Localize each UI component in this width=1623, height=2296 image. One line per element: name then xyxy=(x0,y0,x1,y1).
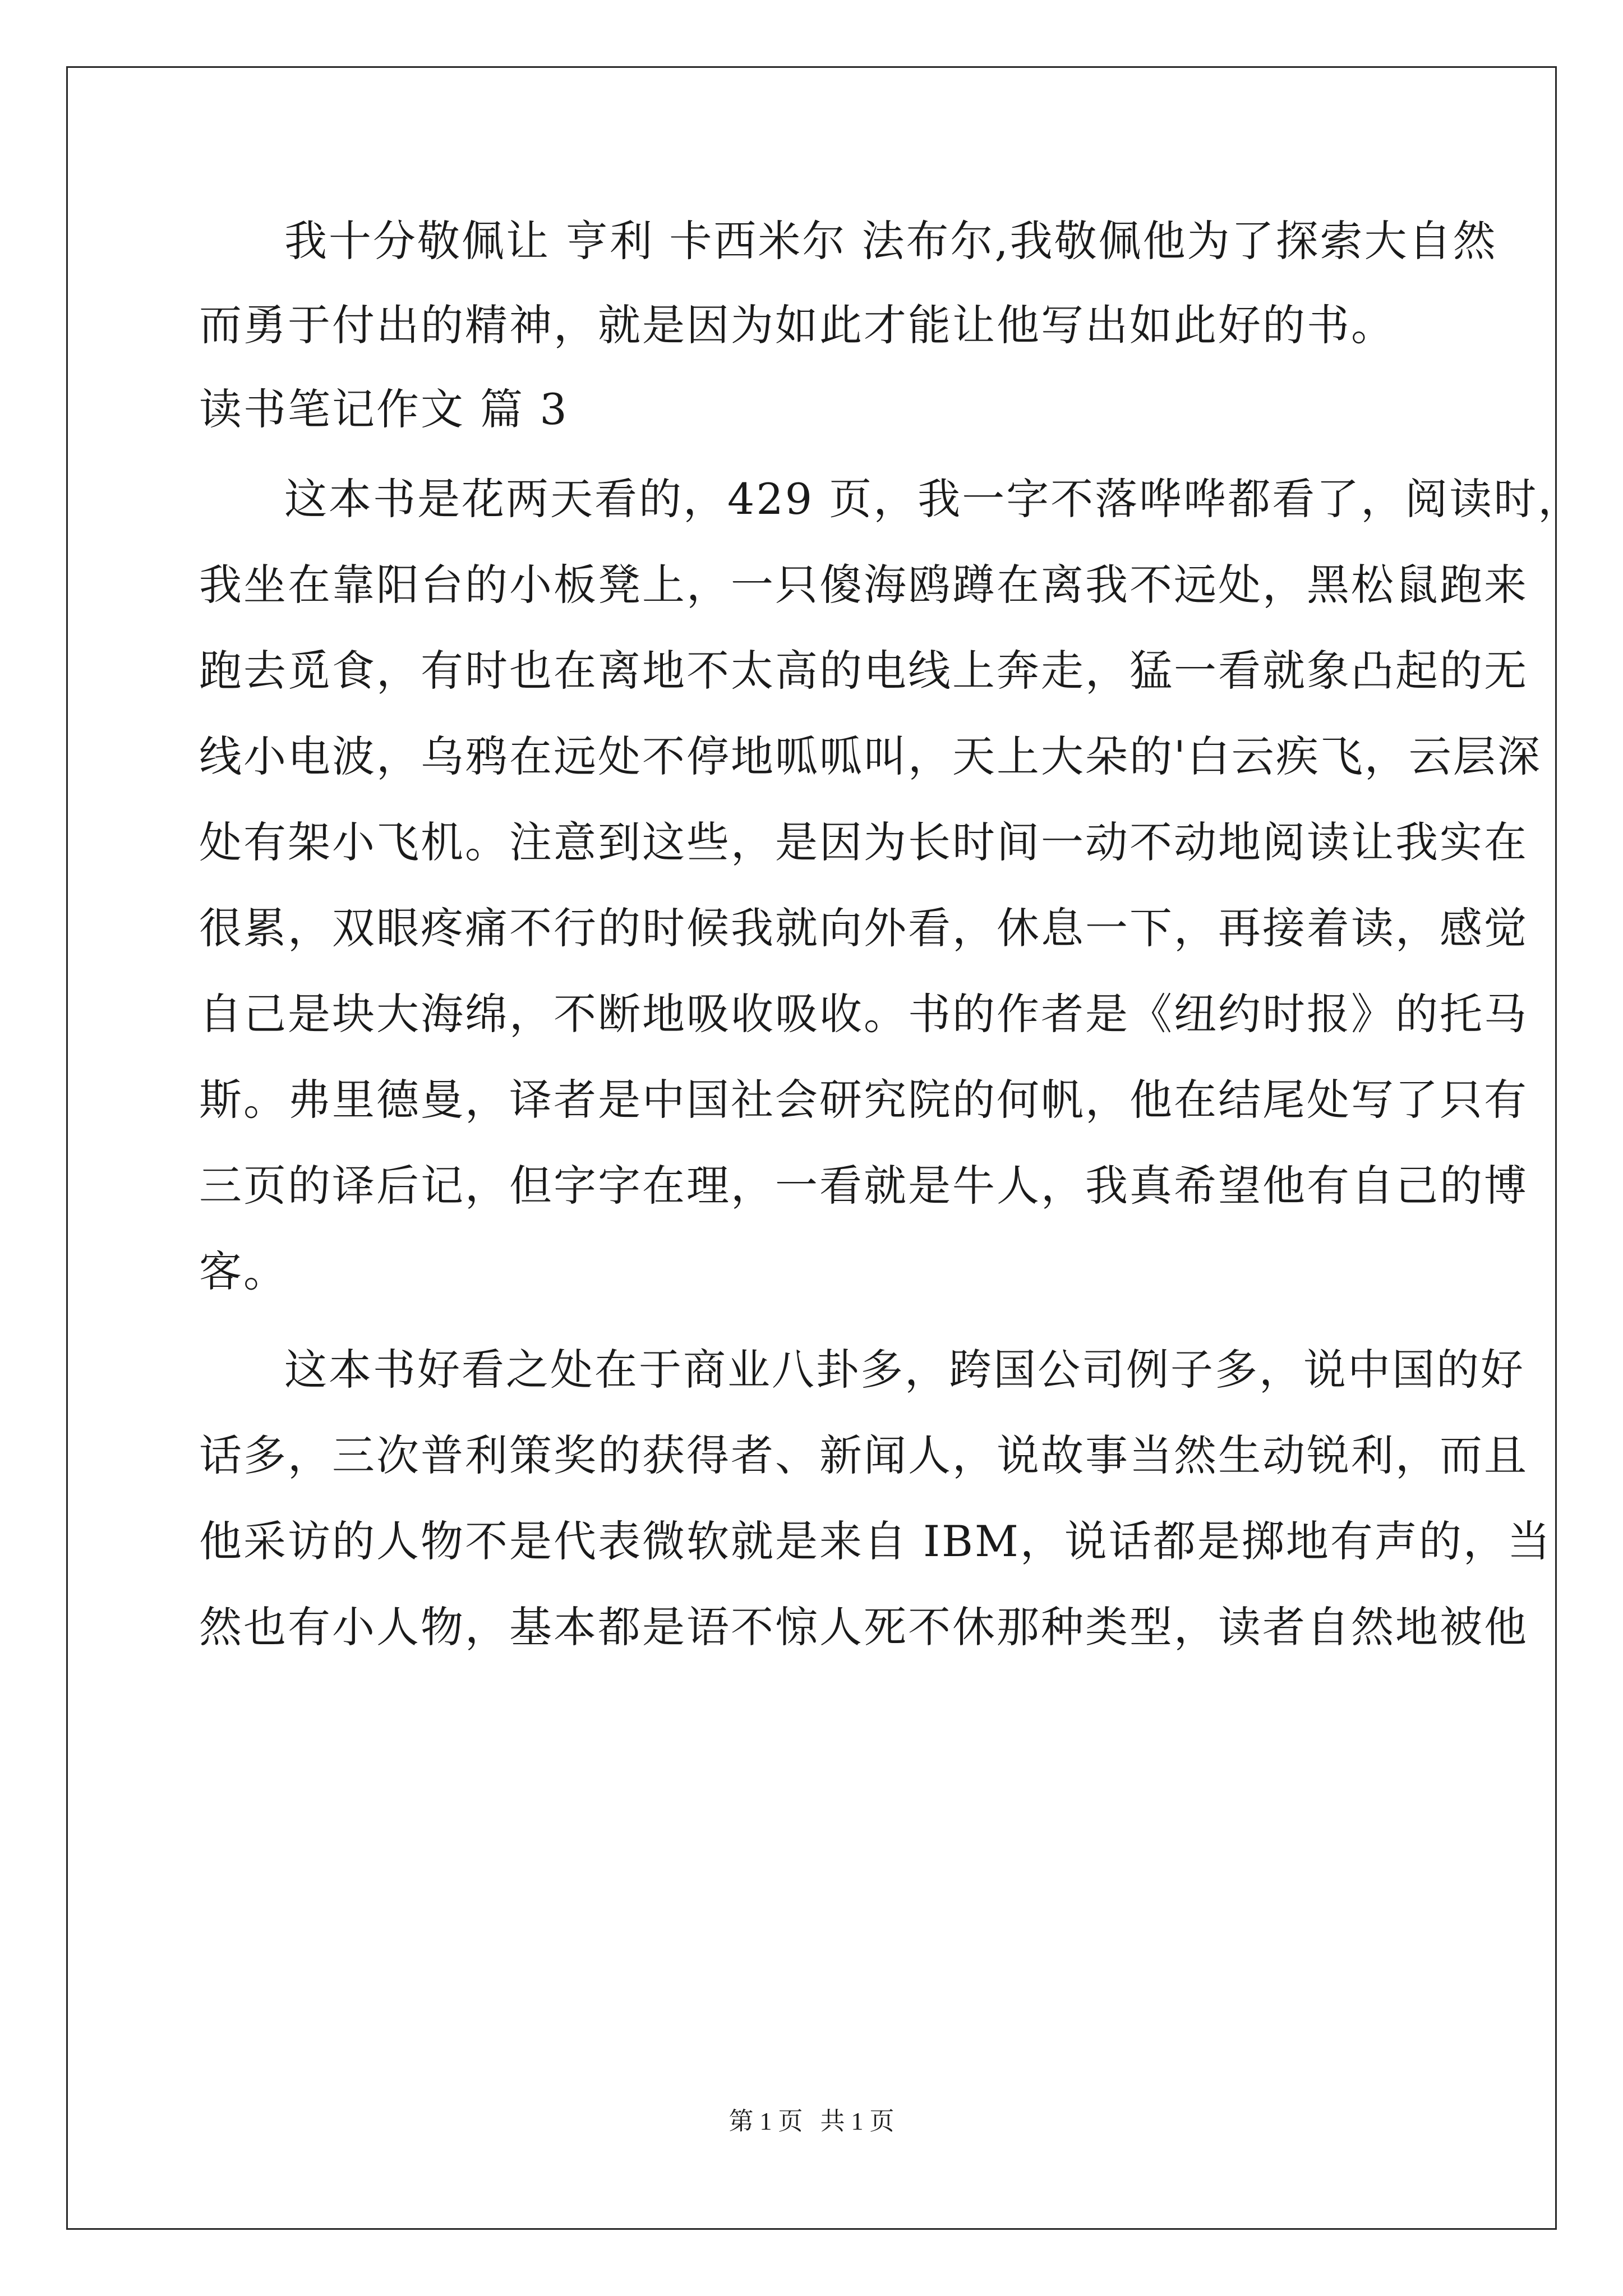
paragraph-2-line-10: 客。 xyxy=(199,1246,288,1296)
paragraph-1-line-2: 而勇于付出的精神，就是因为如此才能让他写出如此好的书。 xyxy=(199,300,1395,350)
paragraph-3-line-3: 他采访的人物不是代表微软就是来自 IBM，说话都是掷地有声的，当 xyxy=(199,1516,1552,1566)
paragraph-2-line-3: 跑去觅食，有时也在离地不太高的电线上奔走，猛一看就象凸起的无 xyxy=(199,646,1528,696)
paragraph-2-line-7: 自己是块大海绵，不断地吸收吸收。书的作者是《纽约时报》的托马 xyxy=(199,989,1528,1039)
paragraph-2-line-9: 三页的译后记，但字字在理，一看就是牛人，我真希望他有自己的博 xyxy=(199,1161,1528,1211)
total-pages: 共 1 页 xyxy=(820,2108,895,2135)
page-footer xyxy=(0,2105,1623,2138)
paragraph-2-line-1: 这本书是花两天看的，429 页，我一字不落哗哗都看了，阅读时， xyxy=(284,474,1583,524)
paragraph-2-line-4: 线小电波，乌鸦在远处不停地呱呱叫，天上大朵的'白云疾飞，云层深 xyxy=(199,731,1542,781)
paragraph-3-line-2: 话多，三次普利策奖的获得者、新闻人，说故事当然生动锐利，而且 xyxy=(199,1430,1528,1480)
section-heading: 读书笔记作文 篇 3 xyxy=(199,384,569,434)
paragraph-3-line-4: 然也有小人物，基本都是语不惊人死不休那种类型，读者自然地被他 xyxy=(199,1602,1528,1652)
paragraph-2-line-2: 我坐在靠阳台的小板凳上，一只傻海鸥蹲在离我不远处，黑松鼠跑来 xyxy=(199,560,1528,610)
paragraph-2-line-8: 斯。弗里德曼，译者是中国社会研究院的何帆，他在结尾处写了只有 xyxy=(199,1075,1528,1125)
paragraph-1-line-1: 我十分敬佩让 亨利 卡西米尔 法布尔,我敬佩他为了探索大自然 xyxy=(284,216,1497,266)
page-number: 第 1 页 xyxy=(728,2108,803,2135)
paragraph-2-line-5: 处有架小飞机。注意到这些，是因为长时间一动不动地阅读让我实在 xyxy=(199,817,1528,867)
paragraph-3-line-1: 这本书好看之处在于商业八卦多，跨国公司例子多，说中国的好 xyxy=(284,1345,1525,1395)
paragraph-2-line-6: 很累，双眼疼痛不行的时候我就向外看，休息一下，再接着读，感觉 xyxy=(199,903,1528,953)
